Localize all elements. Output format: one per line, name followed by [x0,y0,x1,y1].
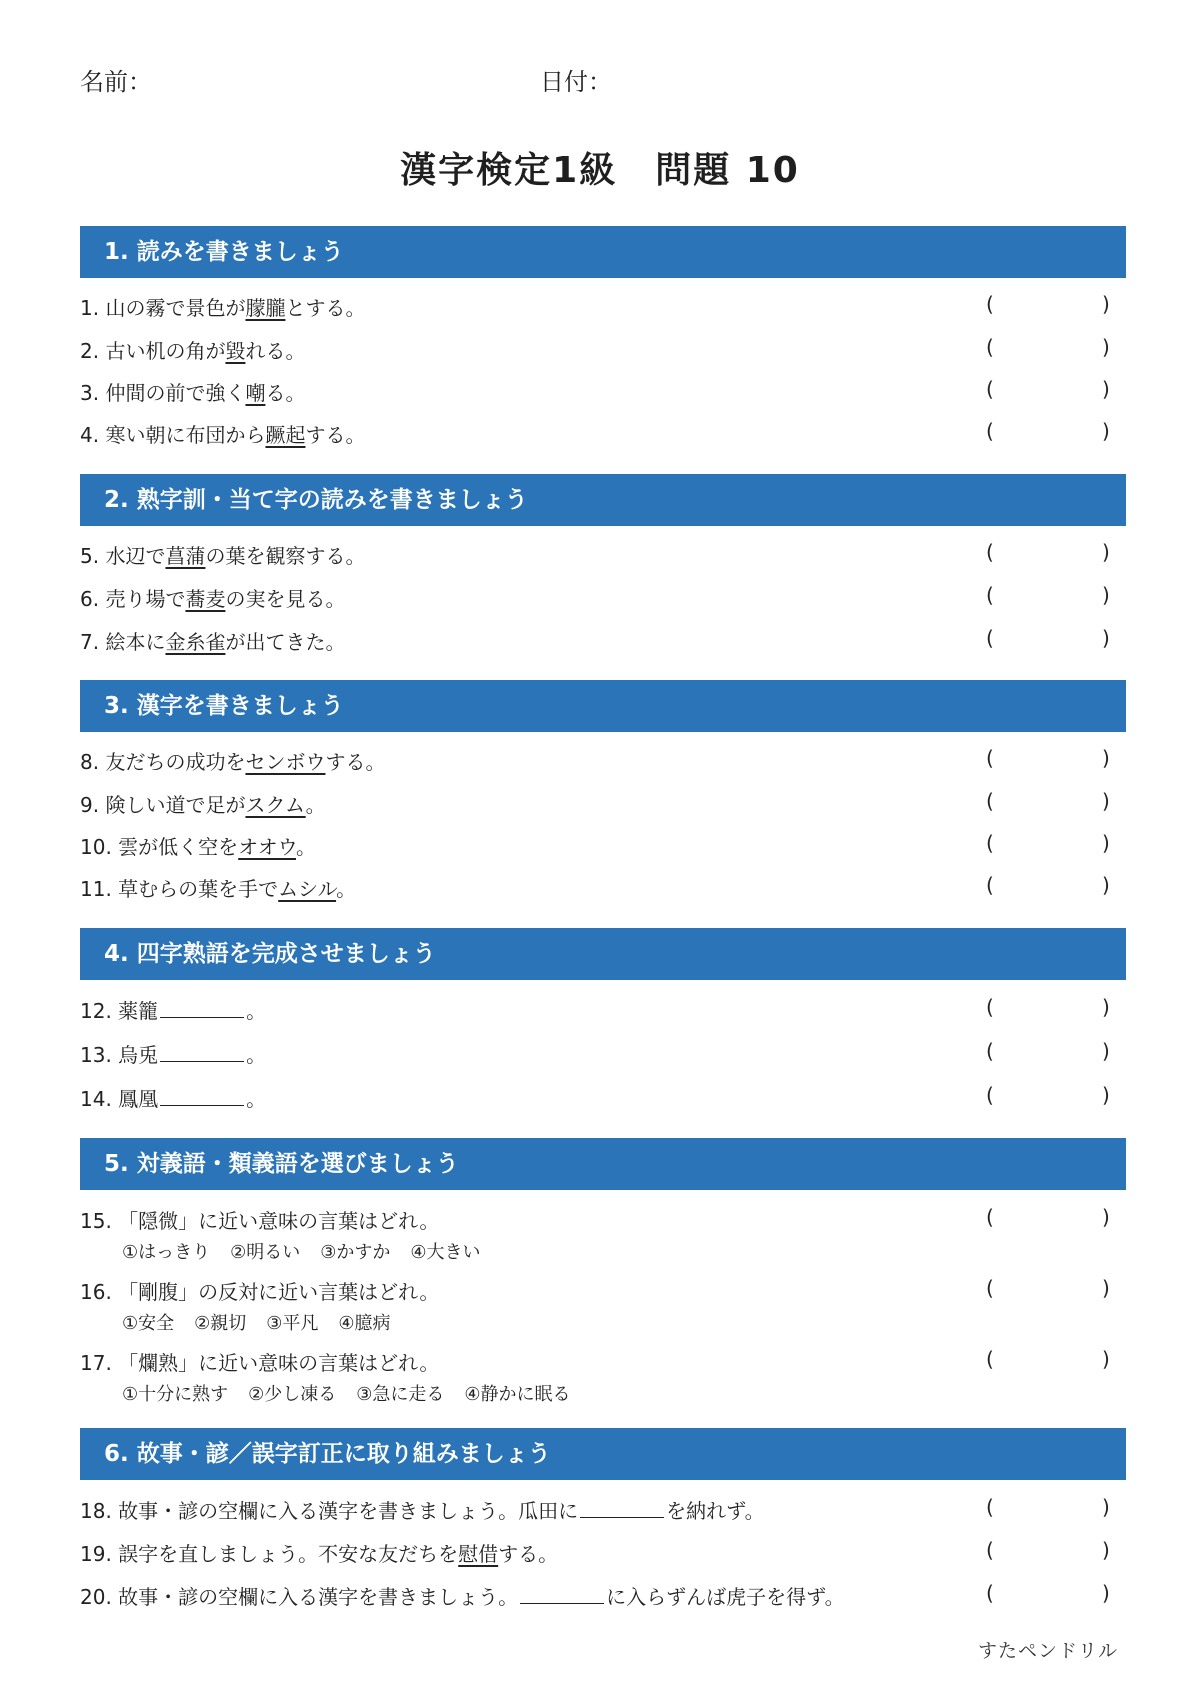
answer-paren-open: ( [986,1538,994,1562]
answer-paren-open: ( [986,746,994,770]
question-10: 10. 雲が低く空をオオウ。 [80,835,316,859]
answer-paren-close: ) [1102,1083,1110,1107]
page-title: 漢字検定1級 問題 10 [400,150,800,191]
answer-paren-open: ( [986,1581,994,1605]
answer-paren-close: ) [1102,1581,1110,1605]
question-9: 9. 険しい道で足がスクム。 [80,793,326,817]
question-13: 13. 烏兎 。 [80,1043,267,1067]
answer-paren-close: ) [1102,1276,1110,1300]
question-8: 8. 友だちの成功をセンボウする。 [80,750,386,774]
answer-paren-open: ( [986,583,994,607]
question-11: 11. 草むらの葉を手でムシル。 [80,877,357,901]
question-1: 1. 山の霧で景色が朦朧とする。 [80,296,366,320]
section-header-1: 1. 読みを書きましょう [80,226,1126,278]
answer-paren-close: ) [1102,873,1110,897]
question-14: 14. 鳳凰 。 [80,1087,267,1111]
answer-blank [580,1499,664,1518]
question-12: 12. 薬籠 。 [80,999,267,1023]
question-17: 17. 「爛熟」に近い意味の言葉はどれ。 [80,1351,440,1375]
section-header-6: 6. 故事・諺／誤字訂正に取り組みましょう [80,1428,1126,1480]
question-15: 15. 「隠微」に近い意味の言葉はどれ。 [80,1209,440,1233]
answer-paren-open: ( [986,1039,994,1063]
answer-paren-close: ) [1102,995,1110,1019]
answer-paren-open: ( [986,377,994,401]
question-16: 16. 「剛腹」の反対に近い言葉はどれ。 [80,1280,440,1304]
answer-paren-close: ) [1102,831,1110,855]
section-header-4: 4. 四字熟語を完成させましょう [80,928,1126,980]
answer-blank [160,1043,244,1062]
answer-paren-close: ) [1102,1039,1110,1063]
section-header-5: 5. 対義語・類義語を選びましょう [80,1138,1126,1190]
answer-paren-close: ) [1102,583,1110,607]
answer-paren-close: ) [1102,626,1110,650]
answer-paren-close: ) [1102,335,1110,359]
question-3: 3. 仲間の前で強く嘲る。 [80,381,306,405]
answer-blank [160,1087,244,1106]
answer-paren-open: ( [986,1276,994,1300]
choices-15: ①はっきり ②明るい ③かすか ④大きい [122,1242,481,1263]
answer-paren-open: ( [986,335,994,359]
answer-paren-close: ) [1102,1205,1110,1229]
answer-paren-close: ) [1102,540,1110,564]
question-20: 20. 故事・諺の空欄に入る漢字を書きましょう。 に入らずんば虎子を得ず。 [80,1585,845,1609]
choices-17: ①十分に熟す ②少し凍る ③急に走る ④静かに眠る [122,1384,571,1405]
question-2: 2. 古い机の角が毀れる。 [80,339,306,363]
question-6: 6. 売り場で蕎麦の実を見る。 [80,587,346,611]
answer-paren-open: ( [986,1347,994,1371]
answer-paren-open: ( [986,1083,994,1107]
answer-blank [160,999,244,1018]
answer-paren-open: ( [986,831,994,855]
footer-brand: すたペンドリル [977,1640,1118,1662]
answer-paren-open: ( [986,540,994,564]
answer-paren-open: ( [986,1495,994,1519]
question-19: 19. 誤字を直しましょう。不安な友だちを慰借する。 [80,1542,559,1566]
answer-paren-close: ) [1102,292,1110,316]
choices-16: ①安全 ②親切 ③平凡 ④臆病 [122,1313,391,1334]
answer-paren-open: ( [986,419,994,443]
section-header-2: 2. 熟字訓・当て字の読みを書きましょう [80,474,1126,526]
answer-paren-close: ) [1102,746,1110,770]
date-label: 日付： [540,68,612,96]
answer-paren-close: ) [1102,377,1110,401]
question-5: 5. 水辺で菖蒲の葉を観察する。 [80,544,366,568]
answer-paren-close: ) [1102,1347,1110,1371]
question-7: 7. 絵本に金糸雀が出てきた。 [80,630,346,654]
answer-paren-close: ) [1102,419,1110,443]
answer-paren-close: ) [1102,1495,1110,1519]
answer-paren-open: ( [986,1205,994,1229]
name-label: 名前： [80,68,152,96]
answer-paren-open: ( [986,995,994,1019]
answer-paren-open: ( [986,626,994,650]
answer-paren-close: ) [1102,789,1110,813]
answer-paren-close: ) [1102,1538,1110,1562]
answer-paren-open: ( [986,292,994,316]
question-4: 4. 寒い朝に布団から蹶起する。 [80,423,366,447]
section-header-3: 3. 漢字を書きましょう [80,680,1126,732]
answer-blank [520,1585,604,1604]
question-18: 18. 故事・諺の空欄に入る漢字を書きましょう。瓜田に を納れず。 [80,1499,765,1523]
answer-paren-open: ( [986,789,994,813]
answer-paren-open: ( [986,873,994,897]
